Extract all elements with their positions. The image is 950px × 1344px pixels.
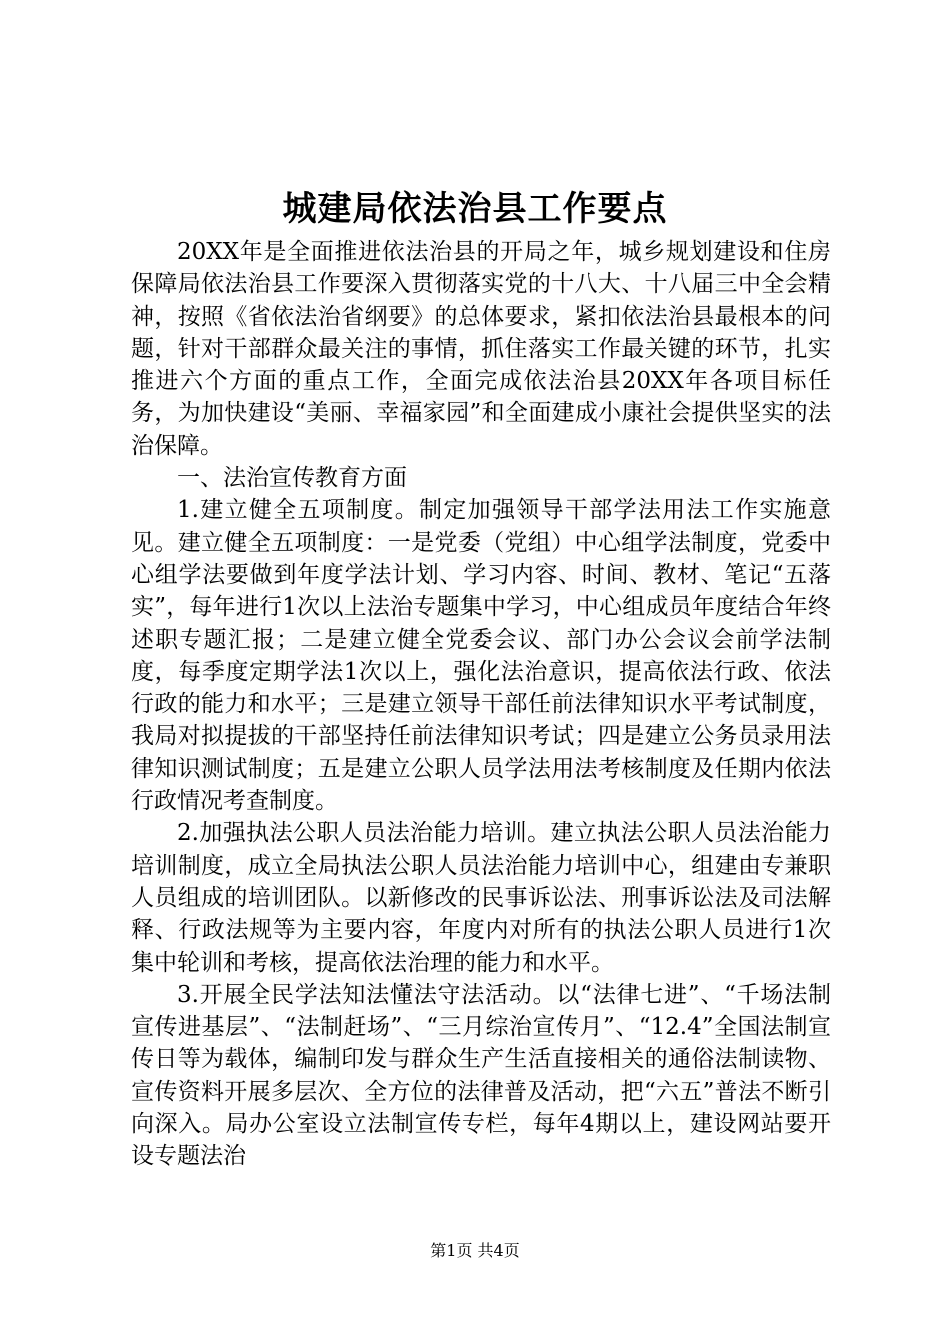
page-footer: 第1页 共4页	[430, 1241, 520, 1260]
item-paragraph-3: 3.开展全民学法知法懂法守法活动。以“法律七进”、“千场法制宣传进基层”、“法制赶场”、“三月综治宣传月”、“12.4”全国法制宣传日等为载体，编制印发与群众生产生活直接相关的通俗法制读物、宣传资料开展多层次、全方位的法律普及活动，把“六五”普法不断引向深入。局办公室设立法制宣传专栏，每年4期以上，建设网站要开设专题法治	[131, 981, 831, 1170]
document-body	[131, 236, 831, 1173]
intro-paragraph: 20XX年是全面推进依法治县的开局之年，城乡规划建设和住房保障局依法治县工作要深入贯彻落实党的十八大、十八届三中全会精神，按照《省依法治省纲要》的总体要求，紧扣依法治县最根本的问题，针对干部群众最关注的事情，抓住落实工作最关键的环节，扎实推进六个方面的重点工作，全面完成依法治县20XX年各项目标任务，为加快建设“美丽、幸福家园”和全面建成小康社会提供坚实的法治保障。	[131, 239, 831, 459]
document-title: 城建局依法治县工作要点	[282, 189, 668, 229]
item-paragraph-2: 2.加强执法公职人员法治能力培训。建立执法公职人员法治能力培训制度，成立全局执法公职人员法治能力培训中心，组建由专兼职人员组成的培训团队。以新修改的民事诉讼法、刑事诉讼法及司法解释、行政法规等为主要内容，年度内对所有的执法公职人员进行1次集中轮训和考核，提高依法治理的能力和水平。	[131, 820, 831, 976]
item-paragraph-1: 1.建立健全五项制度。制定加强领导干部学法用法工作实施意见。建立健全五项制度：一是党委（党组）中心组学法制度，党委中心组学法要做到年度学法计划、学习内容、时间、教材、笔记“五落实”，每年进行1次以上法治专题集中学习，中心组成员年度结合年终述职专题汇报；二是建立健全党委会议、部门办公会议会前学法制度，每季度定期学法1次以上，强化法治意识，提高依法行政、依法行政的能力和水平；三是建立领导干部任前法律知识水平考试制度，我局对拟提拔的干部坚持任前法律知识考试；四是建立公务员录用法律知识测试制度；五是建立公职人员学法用法考核制度及任期内依法行政情况考查制度。	[131, 497, 831, 815]
section-heading: 一、法治宣传教育方面	[177, 465, 407, 492]
